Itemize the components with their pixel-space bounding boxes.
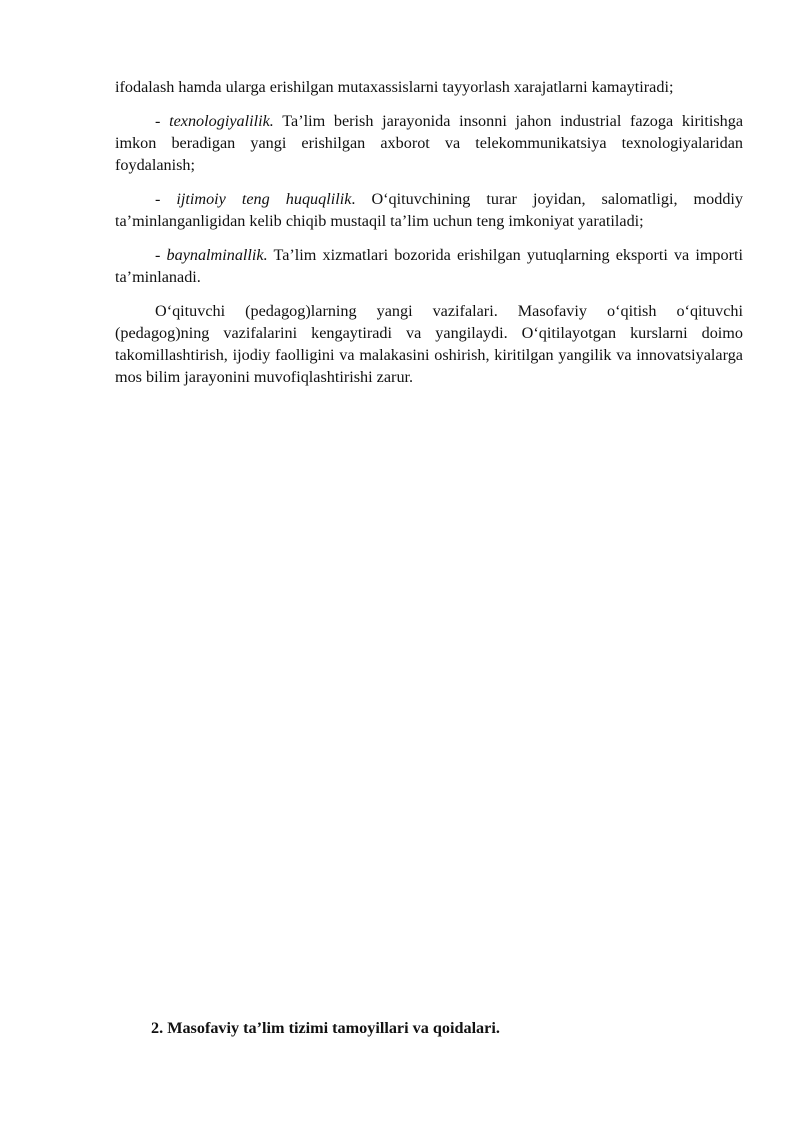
paragraph-text: Ta’lim berish jarayonida insonni jahon industrial fazoga kiritishga imkon beradigan yangi erishilgan axborot va telekommunikatsiya texnologiyalaridan foydalanish; bbox=[115, 112, 743, 174]
paragraph-text: Ta’lim xizmatlari bozorida erishilgan yutuqlarning eksporti va importi ta’minlanadi. bbox=[115, 246, 744, 286]
term-baynalminallik: baynalminallik. bbox=[166, 246, 268, 264]
paragraph-continuation bbox=[115, 76, 743, 98]
paragraph-ijtimoiy-teng-huquqlilik bbox=[115, 188, 743, 232]
paragraph-text: . O‘qituvchining turar joyidan, salomatligi, moddiy ta’minlanganligidan kelib chiqib mustaqil ta’lim uchun teng imkoniyat yaratiladi; bbox=[115, 190, 744, 230]
term-texnologiyalilik: texnologiyalilik. bbox=[169, 112, 274, 130]
paragraph-oqituvchi-vazifalari bbox=[115, 300, 743, 388]
list-dash: - bbox=[155, 190, 177, 208]
term-ijtimoiy-teng-huquqlilik: ijtimoiy teng huquqlilik bbox=[176, 190, 352, 208]
list-dash: - bbox=[155, 246, 167, 264]
section-heading: 2. Masofaviy ta’lim tizimi tamoyillari va qoidalari. bbox=[151, 1019, 500, 1037]
body-text bbox=[115, 76, 743, 400]
paragraph-baynalminallik bbox=[115, 244, 743, 288]
paragraph-texnologiyalilik bbox=[115, 110, 743, 176]
paragraph-text: O‘qituvchi (pedagog)larning yangi vazifalari. Masofaviy o‘qitish o‘qituvchi (pedagog)ning vazifalarini kengaytiradi va yangilaydi. O‘qitilayotgan kurslarni doimo takomillashtirish, ijodiy faolligini va malakasini oshirish, kiritilgan yangilik va innovatsiyalarga mos bilim jarayonini muvofiqlashtirishi zarur. bbox=[115, 302, 743, 386]
list-dash: - bbox=[155, 112, 170, 130]
paragraph-text: ifodalash hamda ularga erishilgan mutaxassislarni tayyorlash xarajatlarni kamaytiradi; bbox=[115, 78, 674, 96]
